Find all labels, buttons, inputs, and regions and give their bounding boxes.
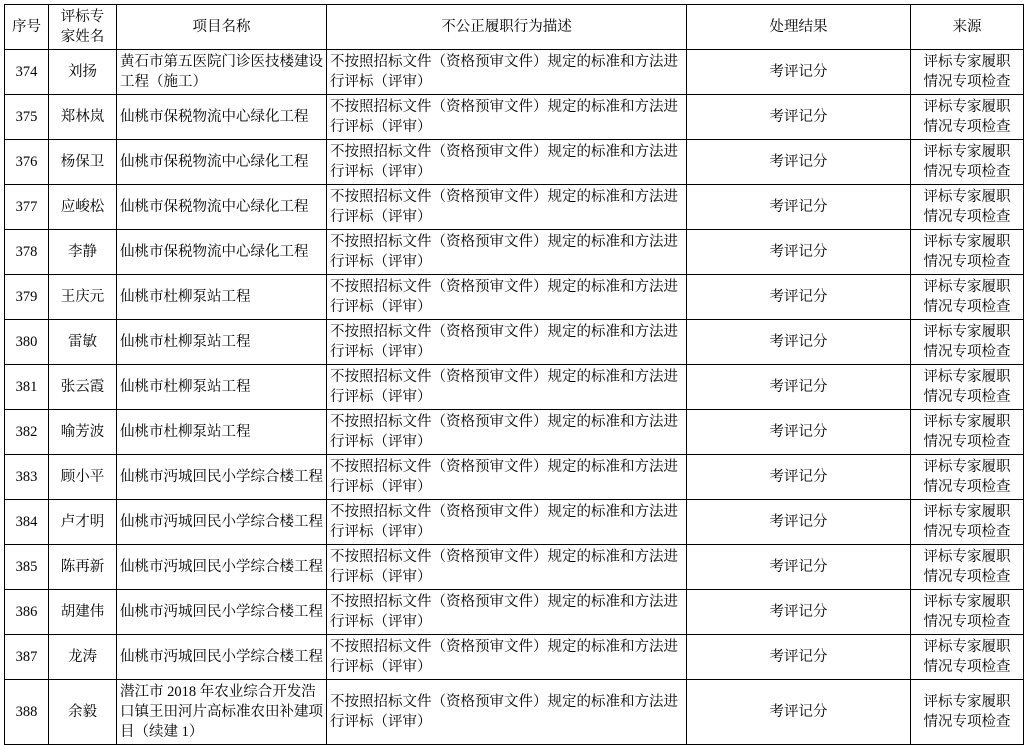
- cell-source-line1: 评标专家履职: [923, 369, 1011, 385]
- cell-description: 不按照招标文件（资格预审文件）规定的标准和方法进行评标（评审）: [327, 185, 687, 230]
- cell-source: [911, 140, 1024, 185]
- cell-source-line1: 评标专家履职: [923, 549, 1011, 565]
- table-row: [5, 590, 1024, 635]
- cell-project: 仙桃市杜柳泵站工程: [117, 365, 327, 410]
- cell-source-line1: 评标专家履职: [923, 54, 1011, 70]
- column-header-description: 不公正履职行为描述: [327, 5, 687, 50]
- cell-project: 仙桃市保税物流中心绿化工程: [117, 230, 327, 275]
- cell-seq: 385: [5, 545, 49, 590]
- cell-project: 仙桃市沔城回民小学综合楼工程: [117, 590, 327, 635]
- cell-source-line2: 情况专项检查: [923, 254, 1011, 270]
- cell-seq: 380: [5, 320, 49, 365]
- cell-source-line1: 评标专家履职: [923, 459, 1011, 475]
- cell-project: 仙桃市沔城回民小学综合楼工程: [117, 500, 327, 545]
- cell-source-line2: 情况专项检查: [923, 344, 1011, 360]
- cell-description: 不按照招标文件（资格预审文件）规定的标准和方法进行评标（评审）: [327, 140, 687, 185]
- cell-source-line2: 情况专项检查: [923, 389, 1011, 405]
- cell-result: 考评记分: [687, 545, 911, 590]
- cell-expert-name: 雷敏: [49, 320, 117, 365]
- cell-source: [911, 545, 1024, 590]
- column-header-result: 处理结果: [687, 5, 911, 50]
- cell-expert-name: 王庆元: [49, 275, 117, 320]
- cell-source-line1: 评标专家履职: [923, 639, 1011, 655]
- cell-description: 不按照招标文件（资格预审文件）规定的标准和方法进行评标（评审）: [327, 230, 687, 275]
- column-header-expert-name-line1: 评标专: [60, 9, 105, 25]
- cell-expert-name: 卢才明: [49, 500, 117, 545]
- table-row: [5, 680, 1024, 745]
- cell-expert-name: 龙涛: [49, 635, 117, 680]
- cell-project: 仙桃市沔城回民小学综合楼工程: [117, 545, 327, 590]
- cell-result: 考评记分: [687, 275, 911, 320]
- cell-seq: 387: [5, 635, 49, 680]
- cell-expert-name: 喻芳波: [49, 410, 117, 455]
- cell-project: 仙桃市杜柳泵站工程: [117, 275, 327, 320]
- cell-source: [911, 320, 1024, 365]
- cell-expert-name: 陈再新: [49, 545, 117, 590]
- table-body: [5, 50, 1024, 745]
- cell-result: 考评记分: [687, 410, 911, 455]
- cell-project: 仙桃市沔城回民小学综合楼工程: [117, 455, 327, 500]
- column-header-expert-name: [49, 5, 117, 50]
- table-row: [5, 410, 1024, 455]
- cell-source-line2: 情况专项检查: [923, 119, 1011, 135]
- cell-source-line1: 评标专家履职: [923, 279, 1011, 295]
- cell-source: [911, 590, 1024, 635]
- cell-result: 考评记分: [687, 635, 911, 680]
- cell-source-line1: 评标专家履职: [923, 594, 1011, 610]
- cell-seq: 378: [5, 230, 49, 275]
- cell-project: 仙桃市保税物流中心绿化工程: [117, 95, 327, 140]
- cell-expert-name: 余毅: [49, 680, 117, 745]
- expert-misconduct-table: [4, 4, 1024, 745]
- cell-source-line2: 情况专项检查: [923, 714, 1011, 730]
- column-header-project: 项目名称: [117, 5, 327, 50]
- cell-description: 不按照招标文件（资格预审文件）规定的标准和方法进行评标（评审）: [327, 500, 687, 545]
- cell-result: 考评记分: [687, 455, 911, 500]
- table-row: [5, 185, 1024, 230]
- table-row: [5, 635, 1024, 680]
- cell-description: 不按照招标文件（资格预审文件）规定的标准和方法进行评标（评审）: [327, 635, 687, 680]
- cell-source-line1: 评标专家履职: [923, 504, 1011, 520]
- cell-seq: 375: [5, 95, 49, 140]
- cell-source-line1: 评标专家履职: [923, 324, 1011, 340]
- cell-expert-name: 应峻松: [49, 185, 117, 230]
- cell-source: [911, 275, 1024, 320]
- cell-result: 考评记分: [687, 50, 911, 95]
- table-row: [5, 545, 1024, 590]
- header-row: [5, 5, 1024, 50]
- table-row: [5, 50, 1024, 95]
- column-header-seq: 序号: [5, 5, 49, 50]
- cell-source: [911, 680, 1024, 745]
- cell-project: 仙桃市杜柳泵站工程: [117, 320, 327, 365]
- cell-seq: 386: [5, 590, 49, 635]
- cell-source: [911, 455, 1024, 500]
- cell-source-line2: 情况专项检查: [923, 209, 1011, 225]
- cell-expert-name: 顾小平: [49, 455, 117, 500]
- cell-result: 考评记分: [687, 500, 911, 545]
- cell-source-line2: 情况专项检查: [923, 74, 1011, 90]
- table-row: [5, 275, 1024, 320]
- cell-seq: 374: [5, 50, 49, 95]
- cell-source: [911, 95, 1024, 140]
- table-row: [5, 455, 1024, 500]
- cell-source-line1: 评标专家履职: [923, 189, 1011, 205]
- cell-description: 不按照招标文件（资格预审文件）规定的标准和方法进行评标（评审）: [327, 320, 687, 365]
- cell-source-line1: 评标专家履职: [923, 99, 1011, 115]
- cell-result: 考评记分: [687, 320, 911, 365]
- cell-source-line2: 情况专项检查: [923, 524, 1011, 540]
- table-row: [5, 230, 1024, 275]
- cell-seq: 384: [5, 500, 49, 545]
- cell-result: 考评记分: [687, 230, 911, 275]
- cell-description: 不按照招标文件（资格预审文件）规定的标准和方法进行评标（评审）: [327, 275, 687, 320]
- cell-seq: 383: [5, 455, 49, 500]
- cell-source-line1: 评标专家履职: [923, 414, 1011, 430]
- table-row: [5, 140, 1024, 185]
- cell-source-line1: 评标专家履职: [923, 144, 1011, 160]
- cell-description: 不按照招标文件（资格预审文件）规定的标准和方法进行评标（评审）: [327, 455, 687, 500]
- cell-result: 考评记分: [687, 140, 911, 185]
- cell-source-line2: 情况专项检查: [923, 614, 1011, 630]
- cell-result: 考评记分: [687, 590, 911, 635]
- cell-seq: 381: [5, 365, 49, 410]
- cell-description: 不按照招标文件（资格预审文件）规定的标准和方法进行评标（评审）: [327, 680, 687, 745]
- cell-source-line2: 情况专项检查: [923, 299, 1011, 315]
- table-row: [5, 365, 1024, 410]
- table-row: [5, 95, 1024, 140]
- cell-source-line2: 情况专项检查: [923, 164, 1011, 180]
- cell-description: 不按照招标文件（资格预审文件）规定的标准和方法进行评标（评审）: [327, 365, 687, 410]
- cell-project: 仙桃市沔城回民小学综合楼工程: [117, 635, 327, 680]
- cell-source: [911, 410, 1024, 455]
- cell-expert-name: 郑林岚: [49, 95, 117, 140]
- cell-source: [911, 635, 1024, 680]
- cell-expert-name: 刘扬: [49, 50, 117, 95]
- cell-seq: 376: [5, 140, 49, 185]
- cell-result: 考评记分: [687, 680, 911, 745]
- cell-source: [911, 185, 1024, 230]
- cell-source: [911, 230, 1024, 275]
- cell-description: 不按照招标文件（资格预审文件）规定的标准和方法进行评标（评审）: [327, 95, 687, 140]
- cell-source: [911, 500, 1024, 545]
- cell-source-line2: 情况专项检查: [923, 569, 1011, 585]
- cell-project: 仙桃市保税物流中心绿化工程: [117, 185, 327, 230]
- cell-description: 不按照招标文件（资格预审文件）规定的标准和方法进行评标（评审）: [327, 50, 687, 95]
- cell-result: 考评记分: [687, 365, 911, 410]
- cell-seq: 379: [5, 275, 49, 320]
- cell-expert-name: 李静: [49, 230, 117, 275]
- cell-source: [911, 365, 1024, 410]
- cell-project: 仙桃市杜柳泵站工程: [117, 410, 327, 455]
- table-header: [5, 5, 1024, 50]
- cell-expert-name: 胡建伟: [49, 590, 117, 635]
- column-header-expert-name-line2: 家姓名: [60, 29, 105, 45]
- cell-seq: 388: [5, 680, 49, 745]
- cell-project: 仙桃市保税物流中心绿化工程: [117, 140, 327, 185]
- cell-expert-name: 杨保卫: [49, 140, 117, 185]
- cell-expert-name: 张云霞: [49, 365, 117, 410]
- cell-seq: 377: [5, 185, 49, 230]
- cell-description: 不按照招标文件（资格预审文件）规定的标准和方法进行评标（评审）: [327, 545, 687, 590]
- cell-source-line2: 情况专项检查: [923, 659, 1011, 675]
- cell-source-line2: 情况专项检查: [923, 434, 1011, 450]
- cell-description: 不按照招标文件（资格预审文件）规定的标准和方法进行评标（评审）: [327, 590, 687, 635]
- cell-source-line2: 情况专项检查: [923, 479, 1011, 495]
- table-row: [5, 500, 1024, 545]
- cell-result: 考评记分: [687, 95, 911, 140]
- cell-source-line1: 评标专家履职: [923, 694, 1011, 710]
- cell-result: 考评记分: [687, 185, 911, 230]
- cell-description: 不按照招标文件（资格预审文件）规定的标准和方法进行评标（评审）: [327, 410, 687, 455]
- cell-source-line1: 评标专家履职: [923, 234, 1011, 250]
- cell-project: 黄石市第五医院门诊医技楼建设工程（施工）: [117, 50, 327, 95]
- cell-project: 潜江市 2018 年农业综合开发浩口镇王田河片高标准农田补建项目（续建 1）: [117, 680, 327, 745]
- column-header-source: 来源: [911, 5, 1024, 50]
- cell-source: [911, 50, 1024, 95]
- cell-seq: 382: [5, 410, 49, 455]
- table-row: [5, 320, 1024, 365]
